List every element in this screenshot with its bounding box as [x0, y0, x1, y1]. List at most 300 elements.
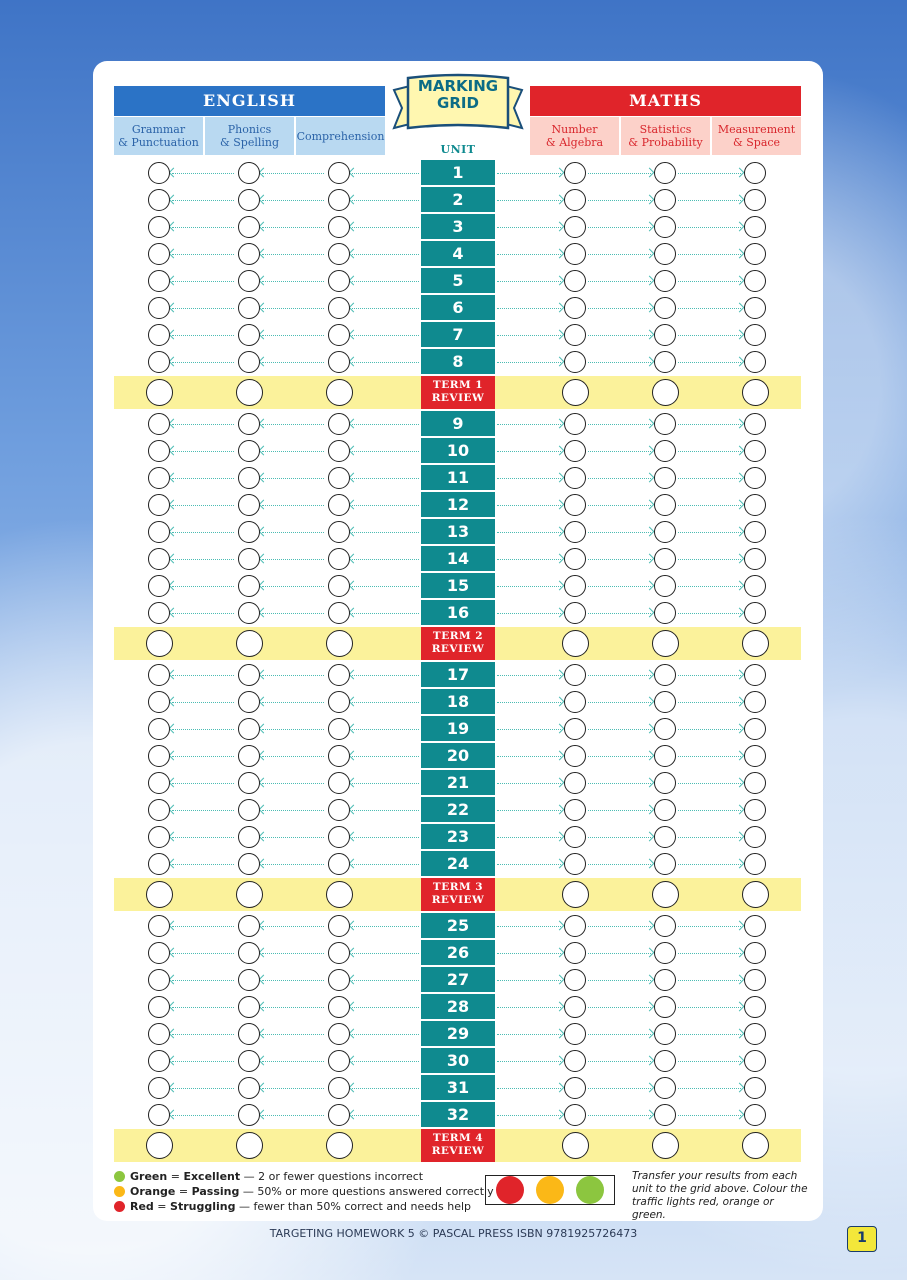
term-review-result-circle[interactable]: [562, 630, 589, 657]
unit-result-circle[interactable]: [564, 1077, 586, 1099]
unit-result-circle[interactable]: [564, 915, 586, 937]
arrow-left-icon: [352, 837, 419, 838]
unit-result-circle[interactable]: [564, 413, 586, 435]
arrow-right-icon: [497, 200, 561, 201]
unit-result-circle[interactable]: [654, 1023, 676, 1045]
arrow-right-icon: [497, 281, 561, 282]
arrow-right-icon: [497, 1034, 561, 1035]
unit-result-circle[interactable]: [328, 942, 350, 964]
unit-number: 25: [421, 913, 495, 938]
arrow-left-icon: [172, 173, 234, 174]
arrow-left-icon: [352, 173, 419, 174]
unit-result-circle[interactable]: [148, 521, 170, 543]
unit-result-circle[interactable]: [238, 691, 260, 713]
unit-result-circle[interactable]: [328, 270, 350, 292]
orange-lamp-icon: [536, 1176, 564, 1204]
unit-result-circle[interactable]: [654, 1077, 676, 1099]
unit-result-circle[interactable]: [744, 270, 766, 292]
arrow-left-icon: [172, 505, 234, 506]
unit-result-circle[interactable]: [744, 297, 766, 319]
unit-result-circle[interactable]: [654, 799, 676, 821]
unit-result-circle[interactable]: [328, 853, 350, 875]
unit-result-circle[interactable]: [238, 1023, 260, 1045]
term-review-result-circle[interactable]: [146, 881, 173, 908]
arrow-left-icon: [352, 783, 419, 784]
unit-result-circle[interactable]: [328, 351, 350, 373]
unit-result-circle[interactable]: [654, 664, 676, 686]
legend-green-rating: Excellent: [183, 1169, 241, 1183]
arrow-left-icon: [352, 254, 419, 255]
term-review-result-circle[interactable]: [236, 630, 263, 657]
unit-result-circle[interactable]: [744, 718, 766, 740]
arrow-left-icon: [172, 953, 234, 954]
marking-grid-title: MARKING GRID: [417, 77, 499, 112]
unit-result-circle[interactable]: [148, 297, 170, 319]
unit-result-circle[interactable]: [564, 467, 586, 489]
term-review-result-circle[interactable]: [146, 379, 173, 406]
arrow-left-icon: [262, 281, 324, 282]
unit-result-circle[interactable]: [744, 996, 766, 1018]
unit-result-circle[interactable]: [744, 575, 766, 597]
unit-result-circle[interactable]: [328, 216, 350, 238]
unit-result-circle[interactable]: [238, 324, 260, 346]
unit-result-circle[interactable]: [744, 189, 766, 211]
unit-result-circle[interactable]: [654, 162, 676, 184]
green-dot-icon: [114, 1171, 125, 1182]
unit-result-circle[interactable]: [654, 915, 676, 937]
unit-result-circle[interactable]: [654, 602, 676, 624]
unit-result-circle[interactable]: [744, 216, 766, 238]
unit-result-circle[interactable]: [328, 575, 350, 597]
unit-result-circle[interactable]: [148, 602, 170, 624]
arrow-right-icon: [588, 980, 651, 981]
unit-result-circle[interactable]: [148, 853, 170, 875]
arrow-right-icon: [588, 837, 651, 838]
unit-result-circle[interactable]: [654, 521, 676, 543]
unit-result-circle[interactable]: [654, 969, 676, 991]
unit-result-circle[interactable]: [564, 799, 586, 821]
arrow-right-icon: [678, 424, 741, 425]
term-review-result-circle[interactable]: [562, 881, 589, 908]
unit-result-circle[interactable]: [148, 1050, 170, 1072]
unit-result-circle[interactable]: [654, 243, 676, 265]
arrow-left-icon: [172, 254, 234, 255]
unit-result-circle[interactable]: [564, 718, 586, 740]
unit-result-circle[interactable]: [238, 718, 260, 740]
arrow-left-icon: [172, 1088, 234, 1089]
unit-result-circle[interactable]: [238, 413, 260, 435]
unit-result-circle[interactable]: [654, 216, 676, 238]
unit-result-circle[interactable]: [744, 799, 766, 821]
unit-result-circle[interactable]: [654, 189, 676, 211]
unit-result-circle[interactable]: [654, 351, 676, 373]
unit-result-circle[interactable]: [744, 440, 766, 462]
unit-result-circle[interactable]: [328, 440, 350, 462]
arrow-left-icon: [352, 532, 419, 533]
unit-result-circle[interactable]: [328, 243, 350, 265]
unit-number: 9: [421, 411, 495, 436]
arrow-left-icon: [262, 505, 324, 506]
unit-result-circle[interactable]: [328, 521, 350, 543]
unit-result-circle[interactable]: [654, 440, 676, 462]
unit-result-circle[interactable]: [564, 297, 586, 319]
number-algebra-header: Number & Algebra: [530, 117, 619, 155]
unit-result-circle[interactable]: [238, 440, 260, 462]
unit-result-circle[interactable]: [328, 799, 350, 821]
arrow-left-icon: [262, 478, 324, 479]
unit-result-circle[interactable]: [564, 1104, 586, 1126]
unit-result-circle[interactable]: [328, 189, 350, 211]
unit-number: 6: [421, 295, 495, 320]
unit-result-circle[interactable]: [238, 853, 260, 875]
legend-red: Red = Struggling — fewer than 50% correct and needs help: [114, 1199, 471, 1213]
arrow-right-icon: [678, 1115, 741, 1116]
unit-result-circle[interactable]: [238, 351, 260, 373]
unit-result-circle[interactable]: [744, 969, 766, 991]
unit-result-circle[interactable]: [654, 996, 676, 1018]
unit-result-circle[interactable]: [238, 216, 260, 238]
term-review-result-circle[interactable]: [562, 379, 589, 406]
arrow-right-icon: [497, 451, 561, 452]
unit-number: 11: [421, 465, 495, 490]
term-review-result-circle[interactable]: [326, 881, 353, 908]
unit-result-circle[interactable]: [148, 413, 170, 435]
unit-result-circle[interactable]: [148, 996, 170, 1018]
unit-result-circle[interactable]: [654, 745, 676, 767]
unit-result-circle[interactable]: [328, 718, 350, 740]
term-review-result-circle[interactable]: [326, 1132, 353, 1159]
term-review-result-circle[interactable]: [236, 1132, 263, 1159]
arrow-right-icon: [678, 362, 741, 363]
arrow-left-icon: [352, 451, 419, 452]
term-review-result-circle[interactable]: [326, 630, 353, 657]
unit-result-circle[interactable]: [148, 915, 170, 937]
arrow-left-icon: [352, 1034, 419, 1035]
arrow-right-icon: [497, 532, 561, 533]
unit-result-circle[interactable]: [328, 467, 350, 489]
unit-result-circle[interactable]: [238, 826, 260, 848]
unit-result-circle[interactable]: [328, 1023, 350, 1045]
unit-result-circle[interactable]: [744, 602, 766, 624]
unit-result-circle[interactable]: [328, 1104, 350, 1126]
unit-result-circle[interactable]: [148, 548, 170, 570]
unit-result-circle[interactable]: [654, 548, 676, 570]
unit-result-circle[interactable]: [744, 664, 766, 686]
term-review-result-circle[interactable]: [652, 630, 679, 657]
arrow-right-icon: [588, 478, 651, 479]
unit-result-circle[interactable]: [564, 745, 586, 767]
unit-result-circle[interactable]: [148, 575, 170, 597]
arrow-right-icon: [497, 702, 561, 703]
unit-result-circle[interactable]: [328, 413, 350, 435]
unit-result-circle[interactable]: [328, 324, 350, 346]
arrow-right-icon: [497, 586, 561, 587]
unit-result-circle[interactable]: [148, 494, 170, 516]
unit-result-circle[interactable]: [564, 1023, 586, 1045]
unit-result-circle[interactable]: [238, 189, 260, 211]
unit-result-circle[interactable]: [564, 162, 586, 184]
unit-result-circle[interactable]: [238, 575, 260, 597]
unit-result-circle[interactable]: [654, 297, 676, 319]
unit-result-circle[interactable]: [654, 270, 676, 292]
arrow-left-icon: [352, 227, 419, 228]
unit-result-circle[interactable]: [148, 189, 170, 211]
term-review-result-circle[interactable]: [742, 881, 769, 908]
arrow-right-icon: [678, 227, 741, 228]
unit-result-circle[interactable]: [564, 521, 586, 543]
arrow-left-icon: [172, 281, 234, 282]
unit-result-circle[interactable]: [148, 826, 170, 848]
unit-number: 18: [421, 689, 495, 714]
unit-result-circle[interactable]: [564, 494, 586, 516]
arrow-left-icon: [262, 200, 324, 201]
arrow-right-icon: [497, 335, 561, 336]
legend-orange-desc: 50% or more questions answered correctly: [257, 1184, 494, 1198]
arrow-right-icon: [497, 254, 561, 255]
unit-result-circle[interactable]: [654, 324, 676, 346]
arrow-right-icon: [588, 864, 651, 865]
unit-result-circle[interactable]: [328, 772, 350, 794]
unit-result-circle[interactable]: [654, 718, 676, 740]
arrow-left-icon: [262, 702, 324, 703]
unit-result-circle[interactable]: [238, 548, 260, 570]
unit-result-circle[interactable]: [744, 1077, 766, 1099]
unit-result-circle[interactable]: [654, 1050, 676, 1072]
arrow-right-icon: [588, 613, 651, 614]
unit-result-circle[interactable]: [654, 826, 676, 848]
unit-result-circle[interactable]: [148, 664, 170, 686]
unit-result-circle[interactable]: [744, 1023, 766, 1045]
unit-result-circle[interactable]: [238, 745, 260, 767]
unit-result-circle[interactable]: [744, 351, 766, 373]
arrow-right-icon: [497, 756, 561, 757]
unit-result-circle[interactable]: [564, 548, 586, 570]
unit-result-circle[interactable]: [564, 351, 586, 373]
unit-result-circle[interactable]: [564, 691, 586, 713]
unit-result-circle[interactable]: [148, 969, 170, 991]
unit-result-circle[interactable]: [564, 996, 586, 1018]
arrow-left-icon: [352, 1061, 419, 1062]
arrow-left-icon: [262, 613, 324, 614]
unit-result-circle[interactable]: [238, 243, 260, 265]
arrow-right-icon: [497, 1007, 561, 1008]
term-review-result-circle[interactable]: [652, 379, 679, 406]
unit-result-circle[interactable]: [744, 826, 766, 848]
unit-result-circle[interactable]: [238, 602, 260, 624]
arrow-left-icon: [352, 1088, 419, 1089]
unit-result-circle[interactable]: [238, 664, 260, 686]
unit-result-circle[interactable]: [238, 996, 260, 1018]
unit-result-circle[interactable]: [148, 243, 170, 265]
unit-result-circle[interactable]: [328, 664, 350, 686]
unit-result-circle[interactable]: [328, 494, 350, 516]
unit-result-circle[interactable]: [148, 440, 170, 462]
unit-result-circle[interactable]: [564, 440, 586, 462]
unit-result-circle[interactable]: [148, 351, 170, 373]
unit-number: 13: [421, 519, 495, 544]
term-review-result-circle[interactable]: [742, 379, 769, 406]
unit-result-circle[interactable]: [148, 772, 170, 794]
unit-result-circle[interactable]: [328, 826, 350, 848]
arrow-right-icon: [588, 586, 651, 587]
unit-result-circle[interactable]: [564, 270, 586, 292]
unit-result-circle[interactable]: [564, 969, 586, 991]
arrow-left-icon: [172, 926, 234, 927]
unit-result-circle[interactable]: [238, 297, 260, 319]
page-number: 1: [847, 1226, 877, 1252]
unit-result-circle[interactable]: [744, 494, 766, 516]
unit-result-circle[interactable]: [744, 467, 766, 489]
unit-result-circle[interactable]: [148, 324, 170, 346]
unit-result-circle[interactable]: [238, 915, 260, 937]
unit-number: 14: [421, 546, 495, 571]
legend-green: Green = Excellent — 2 or fewer questions incorrect: [114, 1169, 423, 1183]
unit-result-circle[interactable]: [148, 216, 170, 238]
arrow-left-icon: [262, 837, 324, 838]
arrow-right-icon: [678, 173, 741, 174]
arrow-right-icon: [588, 362, 651, 363]
unit-result-circle[interactable]: [744, 745, 766, 767]
unit-result-circle[interactable]: [564, 189, 586, 211]
unit-result-circle[interactable]: [564, 1050, 586, 1072]
unit-result-circle[interactable]: [328, 691, 350, 713]
footer-text: TARGETING HOMEWORK 5 © PASCAL PRESS ISBN 9781925726473: [269, 1227, 638, 1240]
unit-result-circle[interactable]: [328, 745, 350, 767]
unit-result-circle[interactable]: [744, 853, 766, 875]
unit-result-circle[interactable]: [238, 521, 260, 543]
unit-result-circle[interactable]: [238, 467, 260, 489]
unit-result-circle[interactable]: [238, 1077, 260, 1099]
unit-result-circle[interactable]: [654, 467, 676, 489]
unit-result-circle[interactable]: [238, 494, 260, 516]
unit-result-circle[interactable]: [328, 548, 350, 570]
unit-result-circle[interactable]: [564, 602, 586, 624]
unit-result-circle[interactable]: [744, 413, 766, 435]
unit-result-circle[interactable]: [564, 826, 586, 848]
unit-result-circle[interactable]: [148, 1077, 170, 1099]
unit-result-circle[interactable]: [744, 521, 766, 543]
unit-result-circle[interactable]: [744, 1104, 766, 1126]
term-review-result-circle[interactable]: [236, 379, 263, 406]
term-review-result-circle[interactable]: [742, 630, 769, 657]
arrow-left-icon: [352, 559, 419, 560]
unit-result-circle[interactable]: [328, 602, 350, 624]
unit-result-circle[interactable]: [564, 942, 586, 964]
unit-result-circle[interactable]: [148, 1104, 170, 1126]
arrow-right-icon: [497, 980, 561, 981]
unit-result-circle[interactable]: [238, 1104, 260, 1126]
term-review-result-circle[interactable]: [146, 630, 173, 657]
unit-result-circle[interactable]: [564, 324, 586, 346]
term-review-result-circle[interactable]: [652, 1132, 679, 1159]
arrow-left-icon: [172, 1115, 234, 1116]
arrow-left-icon: [262, 783, 324, 784]
unit-result-circle[interactable]: [148, 162, 170, 184]
term-review-result-circle[interactable]: [742, 1132, 769, 1159]
unit-result-circle[interactable]: [564, 243, 586, 265]
unit-result-circle[interactable]: [564, 853, 586, 875]
unit-result-circle[interactable]: [564, 664, 586, 686]
unit-result-circle[interactable]: [744, 548, 766, 570]
unit-result-circle[interactable]: [328, 969, 350, 991]
arrow-left-icon: [172, 864, 234, 865]
unit-result-circle[interactable]: [654, 575, 676, 597]
arrow-right-icon: [497, 173, 561, 174]
arrow-left-icon: [172, 362, 234, 363]
unit-result-circle[interactable]: [744, 691, 766, 713]
unit-result-circle[interactable]: [564, 772, 586, 794]
arrow-right-icon: [678, 451, 741, 452]
unit-result-circle[interactable]: [148, 799, 170, 821]
unit-result-circle[interactable]: [148, 942, 170, 964]
unit-result-circle[interactable]: [238, 162, 260, 184]
unit-result-circle[interactable]: [148, 1023, 170, 1045]
arrow-right-icon: [678, 783, 741, 784]
unit-result-circle[interactable]: [654, 942, 676, 964]
unit-result-circle[interactable]: [654, 413, 676, 435]
arrow-left-icon: [262, 532, 324, 533]
unit-result-circle[interactable]: [238, 969, 260, 991]
unit-result-circle[interactable]: [744, 162, 766, 184]
unit-result-circle[interactable]: [744, 1050, 766, 1072]
unit-result-circle[interactable]: [654, 691, 676, 713]
unit-result-circle[interactable]: [148, 691, 170, 713]
term-review-result-circle[interactable]: [652, 881, 679, 908]
unit-result-circle[interactable]: [238, 942, 260, 964]
arrow-left-icon: [172, 1034, 234, 1035]
unit-result-circle[interactable]: [148, 718, 170, 740]
unit-result-circle[interactable]: [328, 996, 350, 1018]
unit-result-circle[interactable]: [238, 772, 260, 794]
unit-result-circle[interactable]: [148, 745, 170, 767]
unit-result-circle[interactable]: [328, 297, 350, 319]
arrow-left-icon: [172, 980, 234, 981]
unit-number: 2: [421, 187, 495, 212]
unit-result-circle[interactable]: [328, 162, 350, 184]
term-review-result-circle[interactable]: [562, 1132, 589, 1159]
unit-result-circle[interactable]: [744, 243, 766, 265]
unit-result-circle[interactable]: [654, 853, 676, 875]
unit-result-circle[interactable]: [564, 216, 586, 238]
unit-result-circle[interactable]: [238, 1050, 260, 1072]
unit-result-circle[interactable]: [744, 915, 766, 937]
arrow-left-icon: [352, 335, 419, 336]
unit-result-circle[interactable]: [238, 270, 260, 292]
unit-result-circle[interactable]: [328, 915, 350, 937]
term-review-result-circle[interactable]: [326, 379, 353, 406]
unit-number: 8: [421, 349, 495, 374]
unit-result-circle[interactable]: [238, 799, 260, 821]
term-review-result-circle[interactable]: [236, 881, 263, 908]
unit-result-circle[interactable]: [744, 324, 766, 346]
unit-result-circle[interactable]: [148, 467, 170, 489]
unit-result-circle[interactable]: [328, 1050, 350, 1072]
unit-result-circle[interactable]: [654, 772, 676, 794]
unit-result-circle[interactable]: [744, 772, 766, 794]
unit-result-circle[interactable]: [744, 942, 766, 964]
arrow-right-icon: [678, 254, 741, 255]
term-review-result-circle[interactable]: [146, 1132, 173, 1159]
arrow-left-icon: [262, 810, 324, 811]
unit-result-circle[interactable]: [654, 1104, 676, 1126]
arrow-right-icon: [497, 926, 561, 927]
unit-result-circle[interactable]: [148, 270, 170, 292]
unit-result-circle[interactable]: [654, 494, 676, 516]
arrow-right-icon: [588, 756, 651, 757]
arrow-right-icon: [588, 281, 651, 282]
unit-result-circle[interactable]: [328, 1077, 350, 1099]
unit-result-circle[interactable]: [564, 575, 586, 597]
